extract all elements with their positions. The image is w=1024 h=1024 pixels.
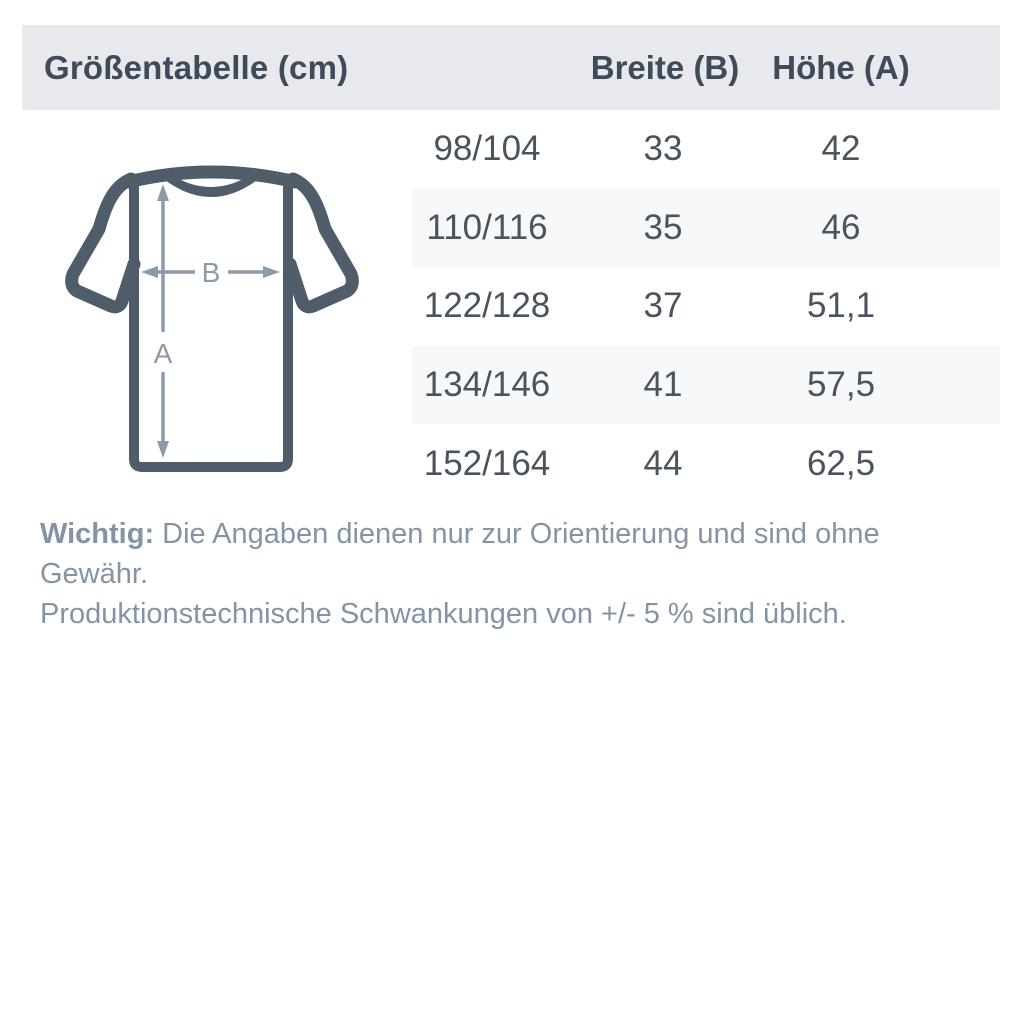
note-line2: Produktionstechnische Schwankungen von +/- 5 % sind üblich. [40,598,847,630]
breite-cell: 37 [643,286,683,326]
hoehe-cell: 51,1 [806,286,876,326]
size-cell: 110/116 [426,207,548,247]
hoehe-cell: 42 [821,129,861,169]
disclaimer-note [40,514,990,634]
table-row [412,346,1000,425]
table-row [412,189,1000,268]
table-row [412,424,1000,503]
hoehe-cell: 57,5 [806,365,876,405]
breite-cell: 35 [643,207,683,247]
page-title: Größentabelle (cm) [44,48,349,86]
note-line1 [40,518,880,590]
table-header-bar [22,25,1000,110]
hoehe-cell: 46 [821,207,861,247]
breite-cell: 33 [643,129,683,169]
width-arrow-label: B [201,257,221,288]
column-header-hoehe: Höhe (A) [772,48,910,86]
size-cell: 122/128 [423,286,551,326]
size-cell: 134/146 [423,365,551,405]
size-cell: 98/104 [433,129,541,169]
table-row [412,267,1000,346]
tshirt-icon [62,160,362,480]
size-cell: 152/164 [423,443,551,483]
hoehe-cell: 62,5 [806,443,876,483]
column-header-breite: Breite (B) [590,48,740,86]
tshirt-diagram [62,160,362,480]
note-line1-text: Die Angaben dienen nur zur Orientierung und sind ohne Gewähr. [40,518,880,590]
breite-cell: 41 [643,365,683,405]
note-label: Wichtig: [40,518,155,550]
table-row [412,110,1000,189]
size-table [412,110,1000,503]
breite-cell: 44 [643,443,683,483]
height-arrow-label: A [153,338,173,369]
